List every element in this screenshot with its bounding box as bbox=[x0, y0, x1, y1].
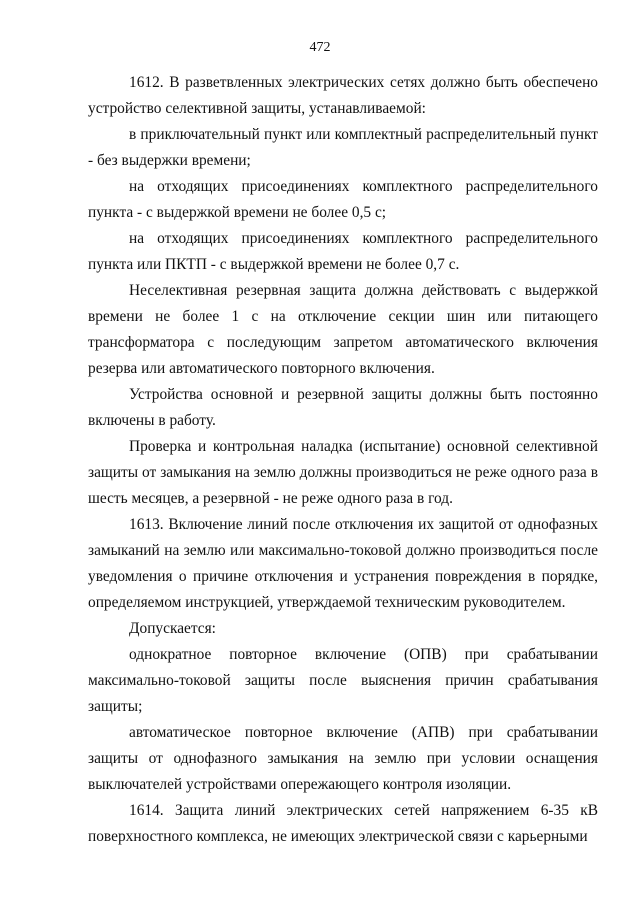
paragraph-item-1: в приключательный пункт или комплектный распределительный пункт - без выдержки времени; bbox=[88, 126, 598, 169]
paragraph-1613: 1613. Включение линий после отключения их защитой от однофазных замыканий на землю или максимально-токовой должно производиться после уведомления о причине отключения и устранения повреждения в порядке, определяемом инструкцией, утверждаемой техническим руководителем. bbox=[88, 516, 598, 611]
paragraph-item-2: на отходящих присоединениях комплектного распределительного пункта - с выдержкой времени не более 0,5 с; bbox=[88, 178, 598, 221]
paragraph-opv: однократное повторное включение (ОПВ) при срабатывании максимально-токовой защиты после выяснения причин срабатывания защиты; bbox=[88, 646, 598, 715]
paragraph-apv: автоматическое повторное включение (АПВ) при срабатывании защиты от однофазного замыкания на землю при условии оснащения выключателей устройствами опережающего контроля изоляции. bbox=[88, 724, 598, 793]
paragraph-nonselective-backup: Неселективная резервная защита должна действовать с выдержкой времени не более 1 с на отключение секции шин или питающего трансформатора с последующим запретом автоматического включения резерва или автоматического повторного включения. bbox=[88, 282, 598, 377]
page-number: 472 bbox=[309, 40, 331, 55]
paragraph-1614: 1614. Защита линий электрических сетей напряжением 6-35 кВ поверхностного комплекса, не имеющих электрической связи с карьерными bbox=[88, 802, 598, 845]
paragraph-1612-intro: 1612. В разветвленных электрических сетях должно быть обеспечено устройство селективной защиты, устанавливаемой: bbox=[88, 74, 598, 117]
paragraph-item-3: на отходящих присоединениях комплектного распределительного пункта или ПКТП - с выдержкой времени не более 0,7 с. bbox=[88, 230, 598, 273]
paragraph-checks: Проверка и контрольная наладка (испытание) основной селективной защиты от замыкания на землю должны производиться не реже одного раза в шесть месяцев, а резервной - не реже одного раза в год. bbox=[88, 438, 598, 507]
document-body bbox=[88, 70, 598, 850]
paragraph-devices-enabled: Устройства основной и резервной защиты должны быть постоянно включены в работу. bbox=[88, 386, 598, 429]
paragraph-allowed: Допускается: bbox=[129, 620, 216, 637]
